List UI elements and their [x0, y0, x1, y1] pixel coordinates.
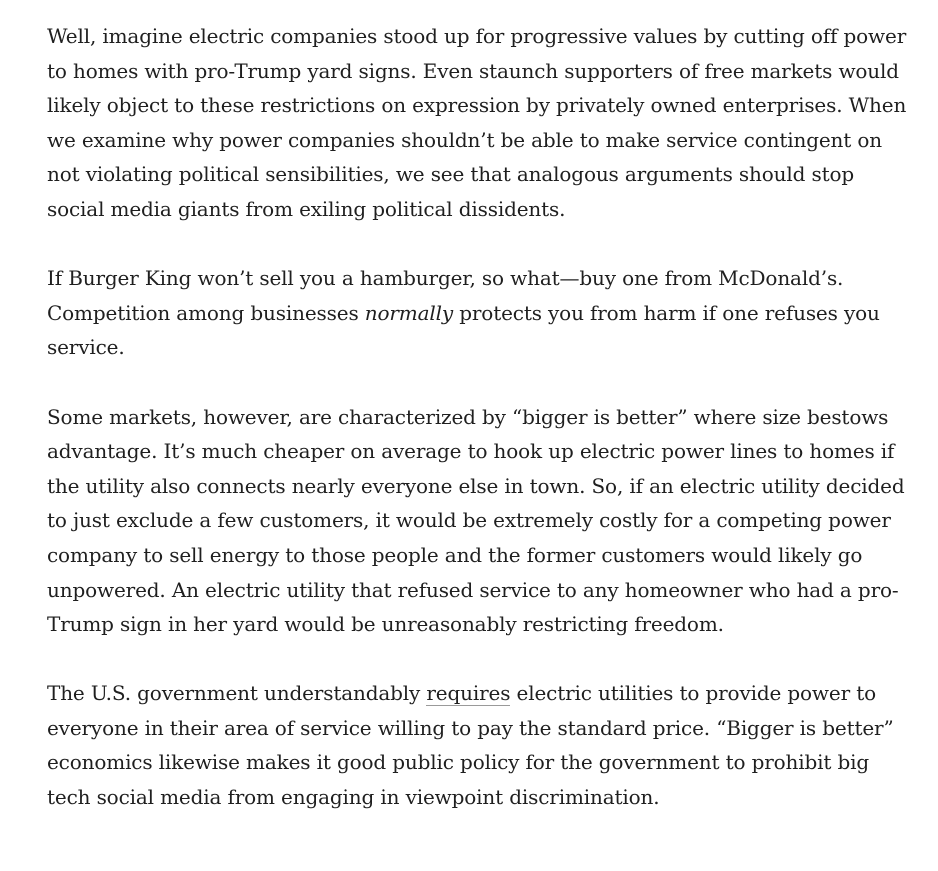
paragraph-burger-king: [47, 261, 917, 365]
requires-link[interactable]: requires: [426, 681, 511, 706]
paragraph-power-companies: Well, imagine electric companies stood up for progressive values by cutting off power to homes with pro-Trump yard signs. Even staunch supporters of free markets would likely object to these restrictions on expression by privately owned enterprises. When we examine why power companies shouldn’t be able to make service contingent on not violating political sensibilities, we see that analogous arguments should stop social media giants from exiling political dissidents.: [47, 24, 907, 221]
paragraph-government-text-after: electric utilities to provide power to everyone in their area of service willing to pay the standard price. “Bigger is better” economics likewise makes it good public policy for the government to prohibit big tech social media from engaging in viewpoint discrimination.: [47, 681, 894, 810]
paragraph-burger-king-text-after: protects you from harm if one refuses you service.: [47, 300, 880, 360]
article-body: [47, 19, 917, 815]
paragraph-burger-king-text-before: If Burger King won’t sell you a hamburger, so what—buy one from McDonald’s. Competition among businesses: [47, 266, 844, 325]
paragraph-government-requires: [47, 676, 917, 814]
paragraph-government-text-before: The U.S. government understandably: [47, 681, 427, 706]
paragraph-bigger-is-better: Some markets, however, are characterized by “bigger is better” where size bestows advantage. It’s much cheaper on average to hook up electric power lines to homes if the utility also connects nearly everyone else in town. So, if an electric utility decided to just exclude a few customers, it would be extremely costly for a competing power company to sell energy to those people and the former customers would likely go unpowered. An electric utility that refused service to any homeowner who had a pro-Trump sign in her yard would be unreasonably restricting freedom.: [47, 404, 905, 637]
emphasis-normally: normally: [364, 300, 454, 325]
